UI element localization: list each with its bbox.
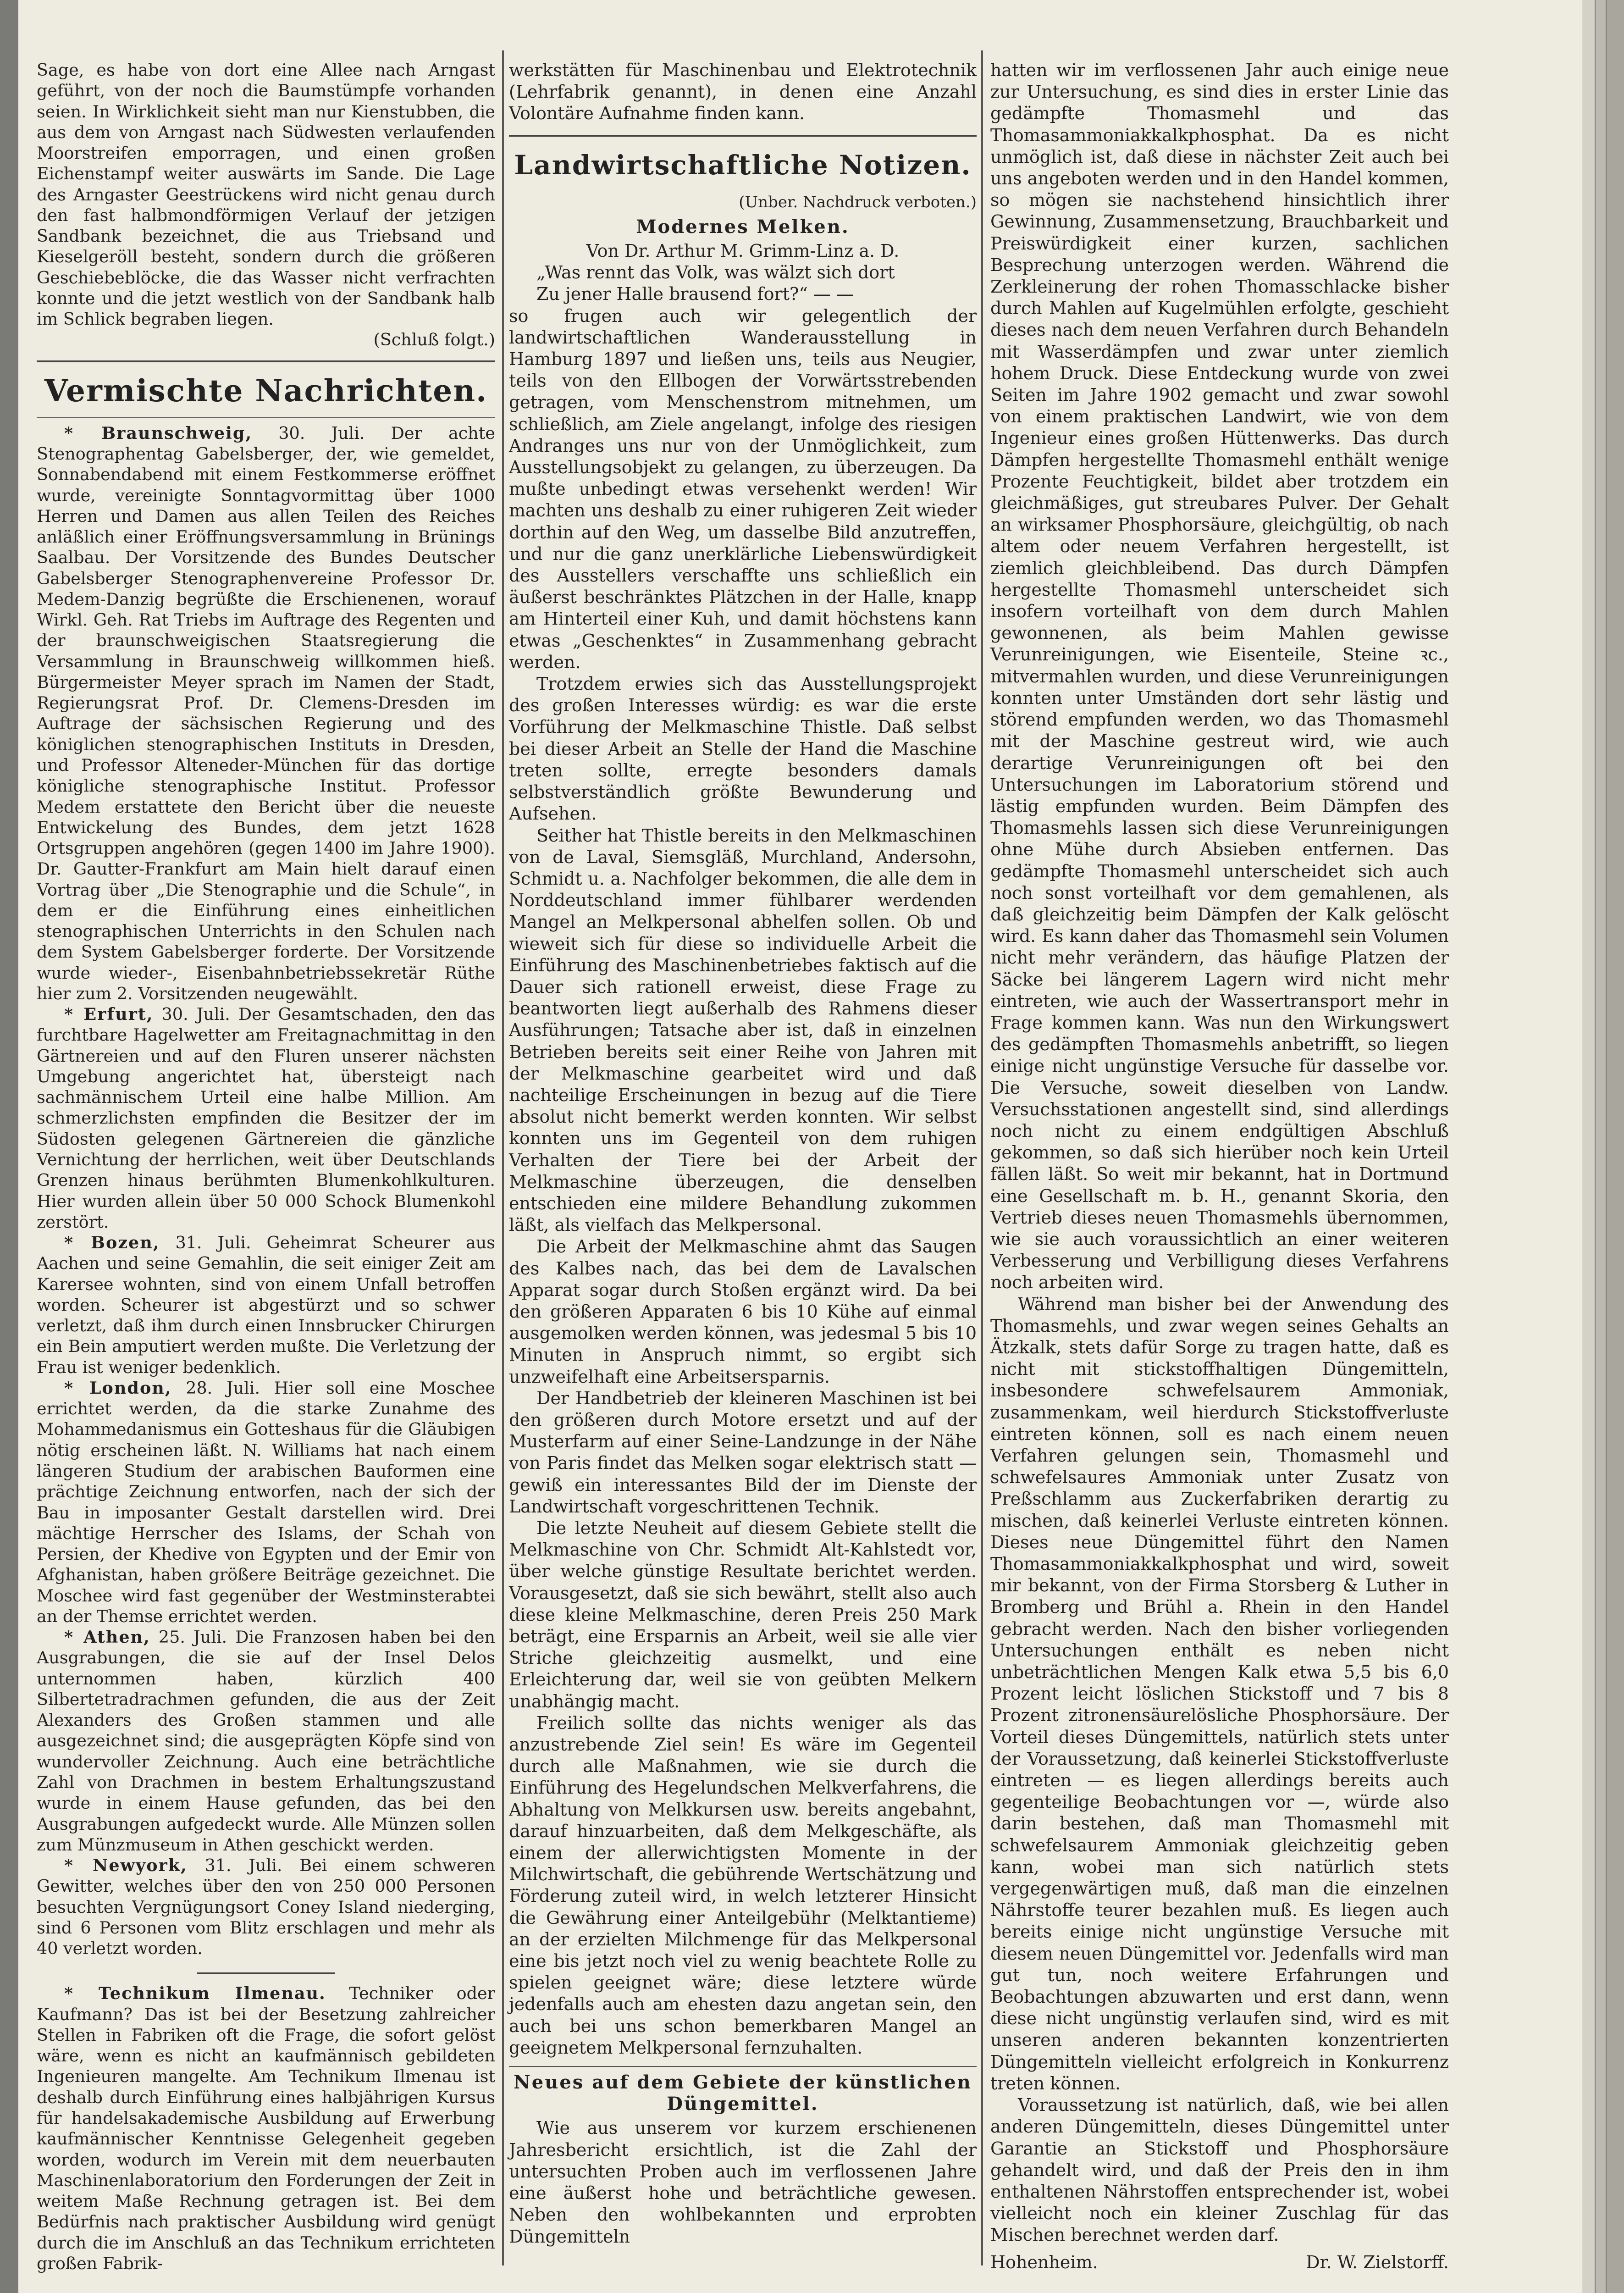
text-paragraph: werkstätten für Maschinenbau und Elektrotechnik (Lehrfabrik genannt), in denen eine Anzahl Volontäre Aufnahme finden kann. bbox=[509, 60, 977, 124]
page-edge bbox=[1596, 0, 1606, 2293]
section-rule bbox=[37, 360, 495, 362]
section-rule bbox=[509, 135, 977, 137]
news-item bbox=[37, 1627, 495, 1855]
continuation-note: (Schluß folgt.) bbox=[373, 330, 495, 350]
text-paragraph: Der Handbetrieb der kleineren Maschinen ist bei den größeren durch Motore ersetzt und auf der Musterfarm auf einer Seine-Landzunge in der Nähe von Paris findet das Melken sogar elektrisch statt — gewiß ein interessantes Bild der im Dienste der Landwirtschaft vorgeschrittenen Technik. bbox=[509, 1388, 977, 1517]
text-paragraph: hatten wir im verflossenen Jahr auch einige neue zur Untersuchung, es sind dies in erster Linie das gedämpfte Thomasmehl und das Thomasammoniakkalkphosphat. Da es nicht unmöglich ist, daß diese in nächster Zeit auch bei uns angeboten werden und in den Handel kommen, so mögen sie nachstehend hinsichtlich ihrer Gewinnung, Zusammensetzung, Brauchbarkeit und Preiswürdigkeit einer kurzen, sachlichen Besprechung unterzogen werden. Während die Zerkleinerung der rohen Thomasschlacke bisher durch Mahlen auf Kugelmühlen erfolgte, geschieht dieses nach dem neuen Verfahren durch Behandeln mit Wasserdämpfen und zwar unter ziemlich hohem Druck. Diese Entdeckung wurde von zwei Seiten im Jahre 1902 gemacht und zwar sowohl von einem praktischen Landwirt, wie von dem Ingenieur eines großen Hüttenwerks. Das durch Dämpfen hergestellte Thomasmehl enthält wenige Prozente Feuchtigkeit, bildet aber trotzdem ein gleichmäßiges, gut streubares Pulver. Der Gehalt an wirksamer Phosphorsäure, gleichgültig, ob nach altem oder neuem Verfahren hergestellt, ist ziemlich gleichbleibend. Das durch Dämpfen hergestellte Thomasmehl unterscheidet sich insofern vorteilhaft von dem durch Mahlen gewonnenen, als beim Mahlen gewisse Verunreinigungen, wie Eisenteile, Steine ꝛc., mitvermahlen wurden, und diese Verunreinigungen konnten unter Umständen dort sehr lästig und störend empfunden werden, wo das Thomasmehl mit der Maschine gestreut wird, wie auch derartige Verunreinigungen oft bei den Untersuchungen im Laboratorium störend und lästig empfunden wurden. Beim Dämpfen des Thomasmehls lassen sich diese Verunreinigungen ohne Mühe durch Absieben entfernen. Das gedämpfte Thomasmehl unterscheidet sich auch noch sonst vorteilhaft vor dem gemahlenen, als daß gleichzeitig beim Dämpfen der Kalk gelöscht wird. Es kann daher das Thomasmehl sein Volumen nicht mehr verändern, das häufige Platzen der Säcke bei längerem Lagern wird nicht mehr eintreten, wie auch der Wassertransport mehr in Frage kommen kann. Was nun den Wirkungswert des gedämpften Thomasmehls anbetrifft, so liegen einige nicht ungünstige Versuche für dasselbe vor. Die Versuche, soweit dieselben von Landw. Versuchsstationen angestellt sind, sind allerdings noch nicht zu einem endgültigen Abschluß gekommen, so daß sich hierüber noch kein Urteil fällen läßt. So weit mir bekannt, hat in Dortmund eine Gesellschaft m. b. H., genannt Skoria, den Vertrieb dieses neuen Thomasmehls übernommen, wie sie auch voraussichtlich an einer weiteren Verbesserung und Verbilligung dieses Verfahrens noch arbeiten wird. bbox=[990, 60, 1449, 1293]
text-paragraph: Die Arbeit der Melkmaschine ahmt das Saugen des Kalbes nach, das bei dem de Lavalschen Apparat sogar durch Stoßen ergänzt wird. Da bei den größeren Apparaten 6 bis 10 Kühe auf einmal ausgemolken werden können, was jedesmal 5 bis 10 Minuten in Anspruch nimmt, so ergibt sich unzweifelhaft eine Arbeitsersparnis. bbox=[509, 1236, 977, 1387]
reprint-notice: (Unber. Nachdruck verboten.) bbox=[739, 193, 977, 211]
separator-rule bbox=[197, 1972, 335, 1974]
text-paragraph: Während man bisher bei der Anwendung des Thomasmehls, und zwar wegen seines Gehalts an Ätzkalk, stets dafür Sorge zu tragen hatte, daß es nicht mit stickstoffhaltigen Düngemitteln, insbesondere schwefelsaurem Ammoniak, zusammenkam, weil hierdurch Stickstoffverluste eintreten können, soll es nach einem neuen Verfahren gelungen sein, Thomasmehl und schwefelsaures Ammoniak unter Zusatz von Preßschlamm aus Zuckerfabriken derartig zu mischen, daß keinerlei Verluste eintreten können. Dieses neue Düngemittel führt den Namen Thomasammoniakkalkphosphat und wird, soweit mir bekannt, von der Firma Storsberg & Luther in Bromberg und Brühl a. Rhein in den Handel gebracht werden. Nach den bisher vorliegenden Untersuchungen enthält es neben nicht unbeträchtlichen Mengen Kalk etwa 5,5 bis 6,0 Prozent leicht löslichen Stickstoff und 7 bis 8 Prozent zitronensäurelösliche Phosphorsäure. Der Vorteil dieses Düngemittels, natürlich stets unter der Voraussetzung, daß keinerlei Stickstoffverluste eintreten — es liegen allerdings bereits auch gegenteilige Beobachtungen vor —, würde also darin bestehen, daß man Thomasmehl mit schwefelsaurem Ammoniak gleichzeitig geben kann, wobei man sich natürlich stets vergegenwärtigen muß, daß man die einzelnen Nährstoffe teurer bezahlen muß. Es liegen auch bereits einige nicht ungünstige Versuche mit diesem neuen Düngemittel vor. Jedenfalls wird man gut tun, noch weitere Erfahrungen und Beobachtungen abzuwarten und erst dann, wenn diese nicht ungünstig verlaufen sind, wird es mit unseren anderen bekannten konzentrierten Düngemitteln vielleicht erfolgreich in Konkurrenz treten können. bbox=[990, 1294, 1449, 2094]
news-item bbox=[37, 1983, 495, 2274]
news-place: * Newyork, bbox=[64, 1855, 188, 1876]
news-text: 31. Juli. Bei einem schweren Gewitter, welches über den von 250 000 Personen besuchten Vergnügungsort Coney Island niederging, sind 6 Personen vom Blitz erschlagen und mehr als 40 verletzt worden. bbox=[37, 1855, 495, 1959]
place-line: Hohenheim. bbox=[990, 2252, 1098, 2272]
news-item bbox=[37, 1855, 495, 1959]
news-place: * Bozen, bbox=[64, 1233, 160, 1253]
article-author: Von Dr. Arthur M. Grimm-Linz a. D. bbox=[586, 241, 900, 261]
news-place: * Technikum Ilmenau. bbox=[64, 1983, 326, 2004]
text-paragraph: Trotzdem erwies sich das Ausstellungsprojekt des großen Interesses würdig: es war die erste Vorführung der Melkmaschine Thistle. Daß selbst bei dieser Arbeit an Stelle der Hand die Maschine treten sollte, erregte besonders damals selbstverständlich größte Bewunderung und Aufsehen. bbox=[509, 674, 977, 824]
text-paragraph: Seither hat Thistle bereits in den Melkmaschinen von de Laval, Siemsgläß, Murchland, Andersohn, Schmidt u. a. Nachfolger bekommen, die alle dem in Norddeutschland immer fühlbarer werdenden Mangel an Melkpersonal abhelfen sollen. Ob und wieweit sich für diese so individuelle Arbeit die Einführung des Maschinenbetriebes faktisch auf die Dauer sich rationell erweist, diese Frage zu beantworten liegt außerhalb des Rahmens dieser Ausführungen; Tatsache aber ist, daß in einzelnen Betrieben bereits seit einer Reihe von Jahren mit der Melkmaschine gearbeitet wird und daß nachteilige Erscheinungen in bezug auf die Tiere absolut nicht bemerkt werden konnten. Wir selbst konnten uns im Gegenteil von dem ruhigen Verhalten der Tiere bei der Arbeit der Melkmaschine überzeugen, die denselben entschieden eine mildere Behandlung zukommen läßt, als vielfach das Melkpersonal. bbox=[509, 825, 977, 1235]
text-paragraph: so frugen auch wir gelegentlich der landwirtschaftlichen Wanderausstellung in Hamburg 1897 und ließen uns, teils aus Neugier, teils von den Ellbogen der Vorwärtsstrebenden getragen, vom Menschenstrom mitnehmen, um schließlich, am Ziele angelangt, infolge des riesigen Andranges uns nur von der Unmöglichkeit, zum Ausstellungsobjekt zu gelangen, zu überzeugen. Da mußte unbedingt etwas versehenkt werden! Wir machten uns deshalb zu einer ruhigeren Zeit wieder dorthin auf den Weg, um dasselbe Bild anzutreffen, und nur die ganz unerklärliche Liebenswürdigkeit des Ausstellers verschaffte uns schließlich ein äußerst beschränktes Plätzchen in der Halle, knapp am Hinterteil einer Kuh, und damit höchstens kann etwas „Geschenktes“ in Zusammenhang gebracht werden. bbox=[509, 305, 977, 672]
news-place: * Braunschweig, bbox=[64, 423, 253, 443]
news-item bbox=[37, 1378, 495, 1627]
section-heading: Landwirtschaftliche Notizen. bbox=[514, 149, 972, 181]
page-edge bbox=[1583, 0, 1595, 2293]
column-middle bbox=[509, 60, 977, 2248]
text-paragraph: Sage, es habe von dort eine Allee nach Arngast geführt, von der noch die Baumstümpfe vorhanden seien. In Wirklichkeit sieht man nur Kienstubben, die aus dem von Arngast nach Südwesten verlaufenden Moorstreifen emporragen, und einen großen Eichenstampf weiter auswärts im Sande. Die Lage des Arngaster Geestrückens wird nicht genau durch den fast halbmondförmigen Verlauf der jetzigen Sandbank bezeichnet, die aus Triebsand und Kieselgeröll besteht, sondern durch die größeren Geschiebeblöcke, die das Wasser nicht verfrachten konnte und die jetzt westlich von der Sandbank halb im Schlick begraben liegen. bbox=[37, 60, 495, 329]
news-place: * London, bbox=[64, 1378, 172, 1398]
news-place: * Athen, bbox=[64, 1627, 150, 1647]
column-divider bbox=[981, 50, 983, 2265]
column-left bbox=[37, 60, 495, 2274]
article-title: Modernes Melken. bbox=[636, 216, 850, 238]
news-item bbox=[37, 1232, 495, 1378]
news-text: 25. Juli. Die Franzosen haben bei den Ausgrabungen, die sie auf der Insel Delos unternommen haben, kürzlich 400 Silbertetradrachmen gefunden, die aus der Zeit Alexanders des Großen stammen und alle ausgezeichnet sind; die ausgeprägten Köpfe sind von wundervoller Zeichnung. Auch eine beträchtliche Zahl von Drachmen in bestem Erhaltungszustand wurde in einem Hause gefunden, das bei den Ausgrabungen aufgedeckt wurde. Alle Münzen sollen zum Münzmuseum in Athen geschickt werden. bbox=[37, 1627, 496, 1855]
news-text: 30. Juli. Der Gesamtschaden, den das furchtbare Hagelwetter am Freitagnachmittag in den Gärtnereien und auf den Fluren unserer nächsten Umgebung angerichtet hat, übersteigt nach sachmännischem Urteil eine halbe Million. Am schmerzlichsten empfinden die Besitzer der im Südosten gelegenen Gärtnereien die gänzliche Vernichtung der herrlichen, weit über Deutschlands Grenzen hinaus berühmten Blumenkohlkulturen. Hier wurden allein über 50 000 Schock Blumenkohl zerstört. bbox=[37, 1004, 495, 1232]
section-rule bbox=[509, 2066, 977, 2067]
text-paragraph: Voraussetzung ist natürlich, daß, wie bei allen anderen Düngemitteln, dieses Düngemittel unter Garantie an Stickstoff und Phosphorsäure gehandelt wird, und daß der Preis den in ihm enthaltenen Nährstoffen entsprechender ist, wobei vielleicht noch ein kleiner Zuschlag für das Mischen berechnet werden darf. bbox=[990, 2095, 1449, 2245]
news-text: Techniker oder Kaufmann? Das ist bei der Besetzung zahlreicher Stellen in Fabriken oft die Frage, die sofort gelöst wäre, wenn es nicht an kaufmännisch gebildeten Ingenieuren mangelte. Am Technikum Ilmenau ist deshalb durch Einführung eines halbjährigen Kursus für handelsakademische Ausbildung auf Erwerbung kaufmännischer Kenntnisse Gelegenheit gegeben worden, wodurch im Verein mit dem neuerbauten Maschinenlaboratorium den Forderungen der Zeit in weitem Maße Rechnung getragen ist. Bei dem Bedürfnis nach praktischer Ausbildung wird genügt durch die im Anschluß an das Technikum errichteten großen Fabrik- bbox=[37, 1983, 495, 2273]
news-text: 31. Juli. Geheimrat Scheurer aus Aachen und seine Gemahlin, die seit einiger Zeit am Karersee wohnten, sind von einem Unfall betroffen worden. Scheurer ist abgestürzt und so schwer verletzt, daß ihm durch einen Innsbrucker Chirurgen ein Bein amputiert werden mußte. Die Verletzung der Frau ist weniger bedenklich. bbox=[37, 1233, 495, 1377]
article-title: Neues auf dem Gebiete der künstlichen Düngemittel. bbox=[514, 2071, 972, 2115]
text-paragraph: Die letzte Neuheit auf diesem Gebiete stellt die Melkmaschine von Chr. Schmidt Alt-Kahlstedt vor, über welche günstige Resultate berichtet werden. Vorausgesetzt, daß sie sich bewährt, stellt also auch diese kleine Melkmaschine, deren Preis 250 Mark beträgt, eine Ersparnis an Arbeit, weil sie alle vier Striche gleichzeitig ausmelkt, und eine Erleichterung dar, weil sie von geübten Melkern unabhängig macht. bbox=[509, 1518, 977, 1711]
signature-line bbox=[990, 2252, 1449, 2273]
verse-line: Zu jener Halle brausend fort?“ — — bbox=[536, 284, 854, 305]
page-edge bbox=[1607, 0, 1624, 2293]
news-text: 30. Juli. Der achte Stenographentag Gabelsberger, der, wie gemeldet, Sonnabendabend mit einem Festkommerse eröffnet wurde, vereinigte Sonntagvormittag über 1000 Herren und Damen aus allen Teilen des Reiches anläßlich einer Eröffnungsversammlung in Brünings Saalbau. Der Vorsitzende des Bundes Deutscher Gabelsberger Stenographenvereine Professor Dr. Medem-Danzig begrüßte die Erschienenen, worauf Wirkl. Geh. Rat Triebs im Auftrage des Regenten und der braunschweigischen Staatsregierung die Versammlung in Braunschweig willkommen hieß. Bürgermeister Meyer sprach im Namen der Stadt, Regierungsrat Prof. Dr. Clemens-Dresden im Auftrage der sächsischen Regierung und des königlichen stenographischen Instituts in Dresden, und Professor Alteneder-München für das dortige königliche stenographische Institut. Professor Medem erstattete den Bericht über die neueste Entwickelung des Bundes, dem jetzt 1628 Ortsgruppen angehören (gegen 1400 im Jahre 1900). Dr. Gautter-Frankfurt am Main hielt darauf einen Vortrag über „Die Stenographie und die Schule“, in dem er die Einführung eines einheitlichen stenographischen Unterrichts in den Schulen nach dem System Gabelsberger forderte. Der Vorsitzende wurde wieder-, Eisenbahnbetriebssekretär Rüthe hier zum 2. Vorsitzenden neugewählt. bbox=[37, 423, 495, 1003]
author-signature: Dr. W. Zielstorff. bbox=[1306, 2252, 1449, 2272]
text-paragraph: Freilich sollte das nichts weniger als das anzustrebende Ziel sein! Es wäre im Gegenteil durch alle Maßnahmen, wie sie durch die Einführung des Hegelundschen Melkverfahrens, die Abhaltung von Melkkursen usw. bereits angebahnt, darauf hinzuarbeiten, daß dem Melkgeschäfte, als einem der allerwichtigsten Momente in der Milchwirtschaft, die gebührende Wertschätzung und Förderung zuteil wird, in welch letzterer Hinsicht die Gewährung einer Anteilgebühr (Melktantieme) an der erzielten Milchmenge für das Melkpersonal eine bis jetzt noch viel zu wenig beachtete Rolle zu spielen geeignet wäre; diese letztere würde jedenfalls auch am ehesten dazu angetan sein, den auch bei uns schon bemerkbaren Mangel an geeignetem Melkpersonal fernzuhalten. bbox=[509, 1712, 977, 2058]
section-rule bbox=[37, 417, 495, 418]
news-text: 28. Juli. Hier soll eine Moschee errichtet werden, da die starke Zunahme des Mohammedanismus ein Gotteshaus für die Gläubigen nötig erscheinen läßt. N. Williams hat nach einem längeren Studium der arabischen Bauformen eine prächtige Zeichnung entworfen, nach der sich der Bau in imposanter Gestalt darstellen wird. Drei mächtige Herrscher des Islams, der Schah von Persien, der Khedive von Egypten und der Emir von Afghanistan, haben größere Beiträge gezeichnet. Die Moschee wird fast gegenüber der Westminsterabtei an der Themse errichtet werden. bbox=[37, 1378, 496, 1626]
news-place: * Erfurt, bbox=[64, 1004, 154, 1025]
news-item bbox=[37, 423, 495, 1004]
verse-line: „Was rennt das Volk, was wälzt sich dort bbox=[536, 262, 895, 283]
column-divider bbox=[502, 50, 504, 2265]
news-item bbox=[37, 1004, 495, 1232]
column-right bbox=[990, 60, 1449, 2273]
section-heading: Vermischte Nachrichten. bbox=[44, 372, 488, 409]
text-paragraph: Wie aus unserem vor kurzem erschienenen Jahresbericht ersichtlich, ist die Zahl der untersuchten Proben auch im verflossenen Jahre eine äußerst hohe und beträchtliche gewesen. Neben den wohlbekannten und erprobten Düngemitteln bbox=[509, 2118, 977, 2247]
